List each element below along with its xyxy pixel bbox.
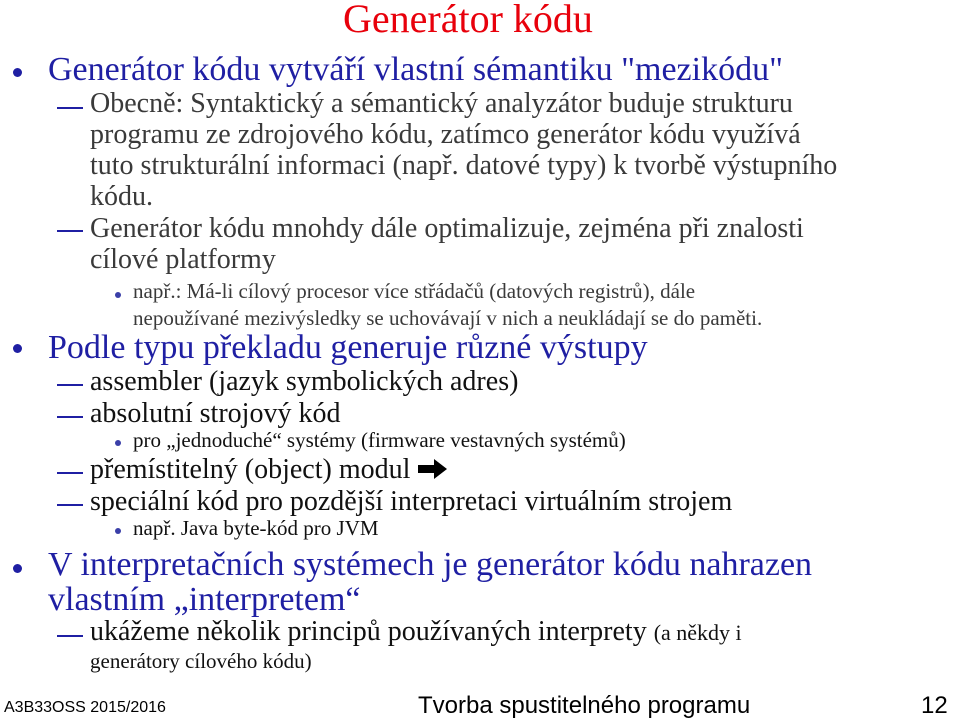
b1-d2-line-2: cílové platformy (90, 244, 276, 275)
dash-icon (57, 504, 83, 506)
page-number: 12 (921, 692, 948, 719)
bullet-3-line-1: V interpretačních systémech je generátor kódu nahrazen (48, 546, 813, 583)
b2-sub-java: např. Java byte-kód pro JVM (133, 516, 379, 540)
footer-course: A3B33OSS 2015/2016 (4, 699, 166, 716)
b1-d2-sub-line-1: např.: Má-li cílový procesor více střádačů (datových registrů), dále (133, 279, 696, 303)
dash-icon (57, 230, 83, 232)
arrow-right-icon (418, 456, 448, 488)
dash-icon (57, 472, 83, 474)
b3-d1-small: (a někdy i (653, 620, 742, 645)
bullet-icon (115, 528, 121, 534)
bullet-icon (13, 344, 22, 353)
b1-d1-line-3: tuto strukturální informaci (např. datové typy) k tvorbě výstupního (90, 150, 838, 181)
b3-d1-line-1 (90, 616, 742, 649)
slide-title: Generátor kódu (343, 0, 593, 41)
dash-icon (57, 107, 83, 109)
bullet-icon (115, 292, 121, 298)
b2-item-relocatable (90, 454, 448, 488)
b2-sub-firmware: pro „jednoduché“ systémy (firmware vestavných systémů) (133, 428, 626, 452)
b2-item-assembler: assembler (jazyk symbolických adres) (90, 366, 519, 397)
bullet-3-line-2: vlastním „interpretem“ (48, 581, 361, 618)
b1-d1-line-4: kódu. (90, 181, 153, 212)
footer-topic: Tvorba spustitelného programu (418, 692, 751, 719)
b1-d2-sub-line-2: nepoužívané mezivýsledky se uchovávají v nich a neukládají se do paměti. (133, 306, 763, 330)
bullet-icon (13, 564, 22, 573)
dash-icon (57, 416, 83, 418)
b1-d1-line-1: Obecně: Syntaktický a sémantický analyzátor buduje strukturu (90, 88, 793, 119)
b1-d1-line-2: programu ze zdrojového kódu, zatímco generátor kódu využívá (90, 119, 801, 150)
b2-item-absolute: absolutní strojový kód (90, 398, 341, 429)
bullet-icon (115, 440, 121, 446)
b3-d1-line-2: generátory cílového kódu) (90, 649, 312, 673)
b3-d1-main: ukážeme několik principů používaných interprety (90, 616, 647, 647)
bullet-icon (13, 68, 22, 77)
b2-item-relocatable-label: přemístitelný (object) modul (90, 454, 411, 485)
b2-item-special: speciální kód pro pozdější interpretaci virtuálním strojem (90, 486, 733, 517)
bullet-2: Podle typu překladu generuje různé výstupy (48, 329, 648, 366)
dash-icon (57, 384, 83, 386)
dash-icon (57, 635, 83, 637)
b1-d2-line-1: Generátor kódu mnohdy dále optimalizuje, zejména při znalosti (90, 213, 804, 244)
bullet-1: Generátor kódu vytváří vlastní sémantiku "mezikódu" (48, 51, 783, 88)
